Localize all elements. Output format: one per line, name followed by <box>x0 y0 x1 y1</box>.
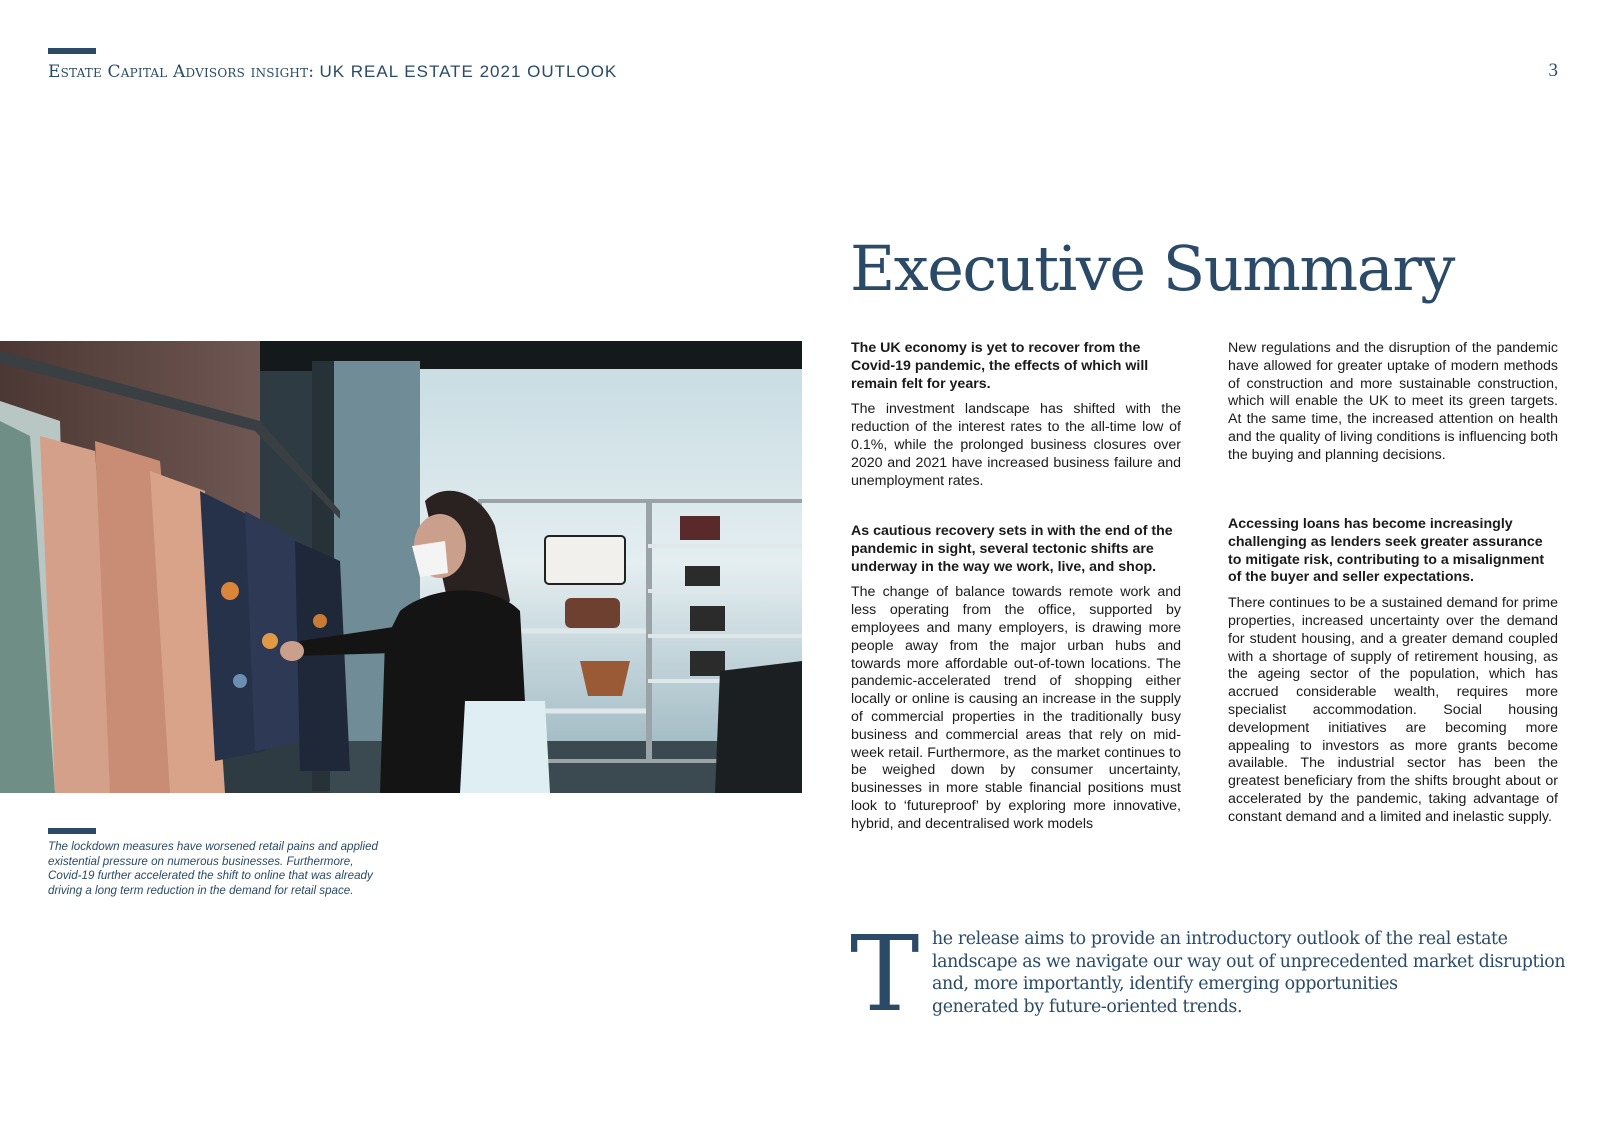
release-statement <box>932 928 1572 1018</box>
section-recovery-lead: As cautious recovery sets in with the end of the pandemic in sight, several tectonic shifts are underway in the way we work, live, and shop. <box>851 523 1173 575</box>
release-dropcap: T <box>850 913 920 1035</box>
header-topic: UK REAL ESTATE 2021 OUTLOOK <box>319 62 618 81</box>
section-regulations-body: New regulations and the disruption of the pandemic have allowed for greater uptake of modern methods of construction and more sustainable construction, which will enable the UK to meet its green targets. At the same time, the increased attention on health and the quality of living conditions is influencing both the buying and planning decisions. <box>1228 340 1558 463</box>
section-recovery <box>851 523 1181 834</box>
retail-store-photo <box>0 341 802 793</box>
release-line: and, more importantly, identify emerging opportunities <box>932 974 1398 994</box>
release-line: generated by future-oriented trends. <box>932 996 1243 1017</box>
section-regulations <box>1228 340 1558 465</box>
header-accent-bar <box>48 48 96 54</box>
section-economy-lead: The UK economy is yet to recover from the Covid-19 pandemic, the effects of which will remain felt for years. <box>851 340 1149 392</box>
header-title: Estate Capital Advisors insight: UK REAL ESTATE 2021 OUTLOOK <box>48 62 618 82</box>
section-loans <box>1228 516 1558 827</box>
page-title: Executive Summary <box>850 232 1454 305</box>
release-line: he release aims to provide an introductory outlook of the real estate <box>932 929 1508 949</box>
release-line: landscape as we navigate our way out of unprecedented market disruption <box>932 951 1566 972</box>
section-recovery-body: The change of balance towards remote work and less operating from the office, supported by employees and many employers, is drawing more people away from the major urban hubs and towards more affordable out-of-town locations. The pandemic-accelerated trend of shopping either locally or online is causing an increase in the supply of commercial properties in the traditionally busy business and commercial areas that rely on mid-week retail. Furthermore, as the market continues to be weighed down by consumer uncertainty, businesses in more stable financial positions must look to ‘futureproof’ by exploring more innovative, hybrid, and decentralised work models <box>851 584 1181 832</box>
section-economy-body: The investment landscape has shifted with the reduction of the interest rates to the all-time low of 0.1%, while the prolonged business closures over 2020 and 2021 have increased business failure and unemployment rates. <box>851 401 1181 489</box>
page-number: 3 <box>1548 60 1558 81</box>
section-loans-body: There continues to be a sustained demand for prime properties, increased uncertainty over the demand for student housing, and a greater demand coupled with a shortage of supply of retirement housing, as the ageing sector of the population, which has accrued considerable wealth, requires more specialist accommodation. Social housing development initiatives are becoming more appealing to investors as more grants become available. The industrial sector has been the greatest beneficiary from the shifts brought about or accelerated by the pandemic, taking advantage of constant demand and a limited and inelastic supply. <box>1228 595 1558 825</box>
section-loans-lead: Accessing loans has become increasingly challenging as lenders seek greater assurance to mitigate risk, contributing to a misalignment of the buyer and seller expectations. <box>1228 516 1545 586</box>
caption-accent-bar <box>48 828 96 834</box>
header-brand: Estate Capital Advisors insight <box>48 62 309 82</box>
photo-caption: The lockdown measures have worsened retail pains and applied existential pressure on numerous businesses. Furthermore, Covid-19 further accelerated the shift to online that was already driving a long term reduction in the demand for retail space. <box>48 840 378 897</box>
section-economy <box>851 340 1181 490</box>
